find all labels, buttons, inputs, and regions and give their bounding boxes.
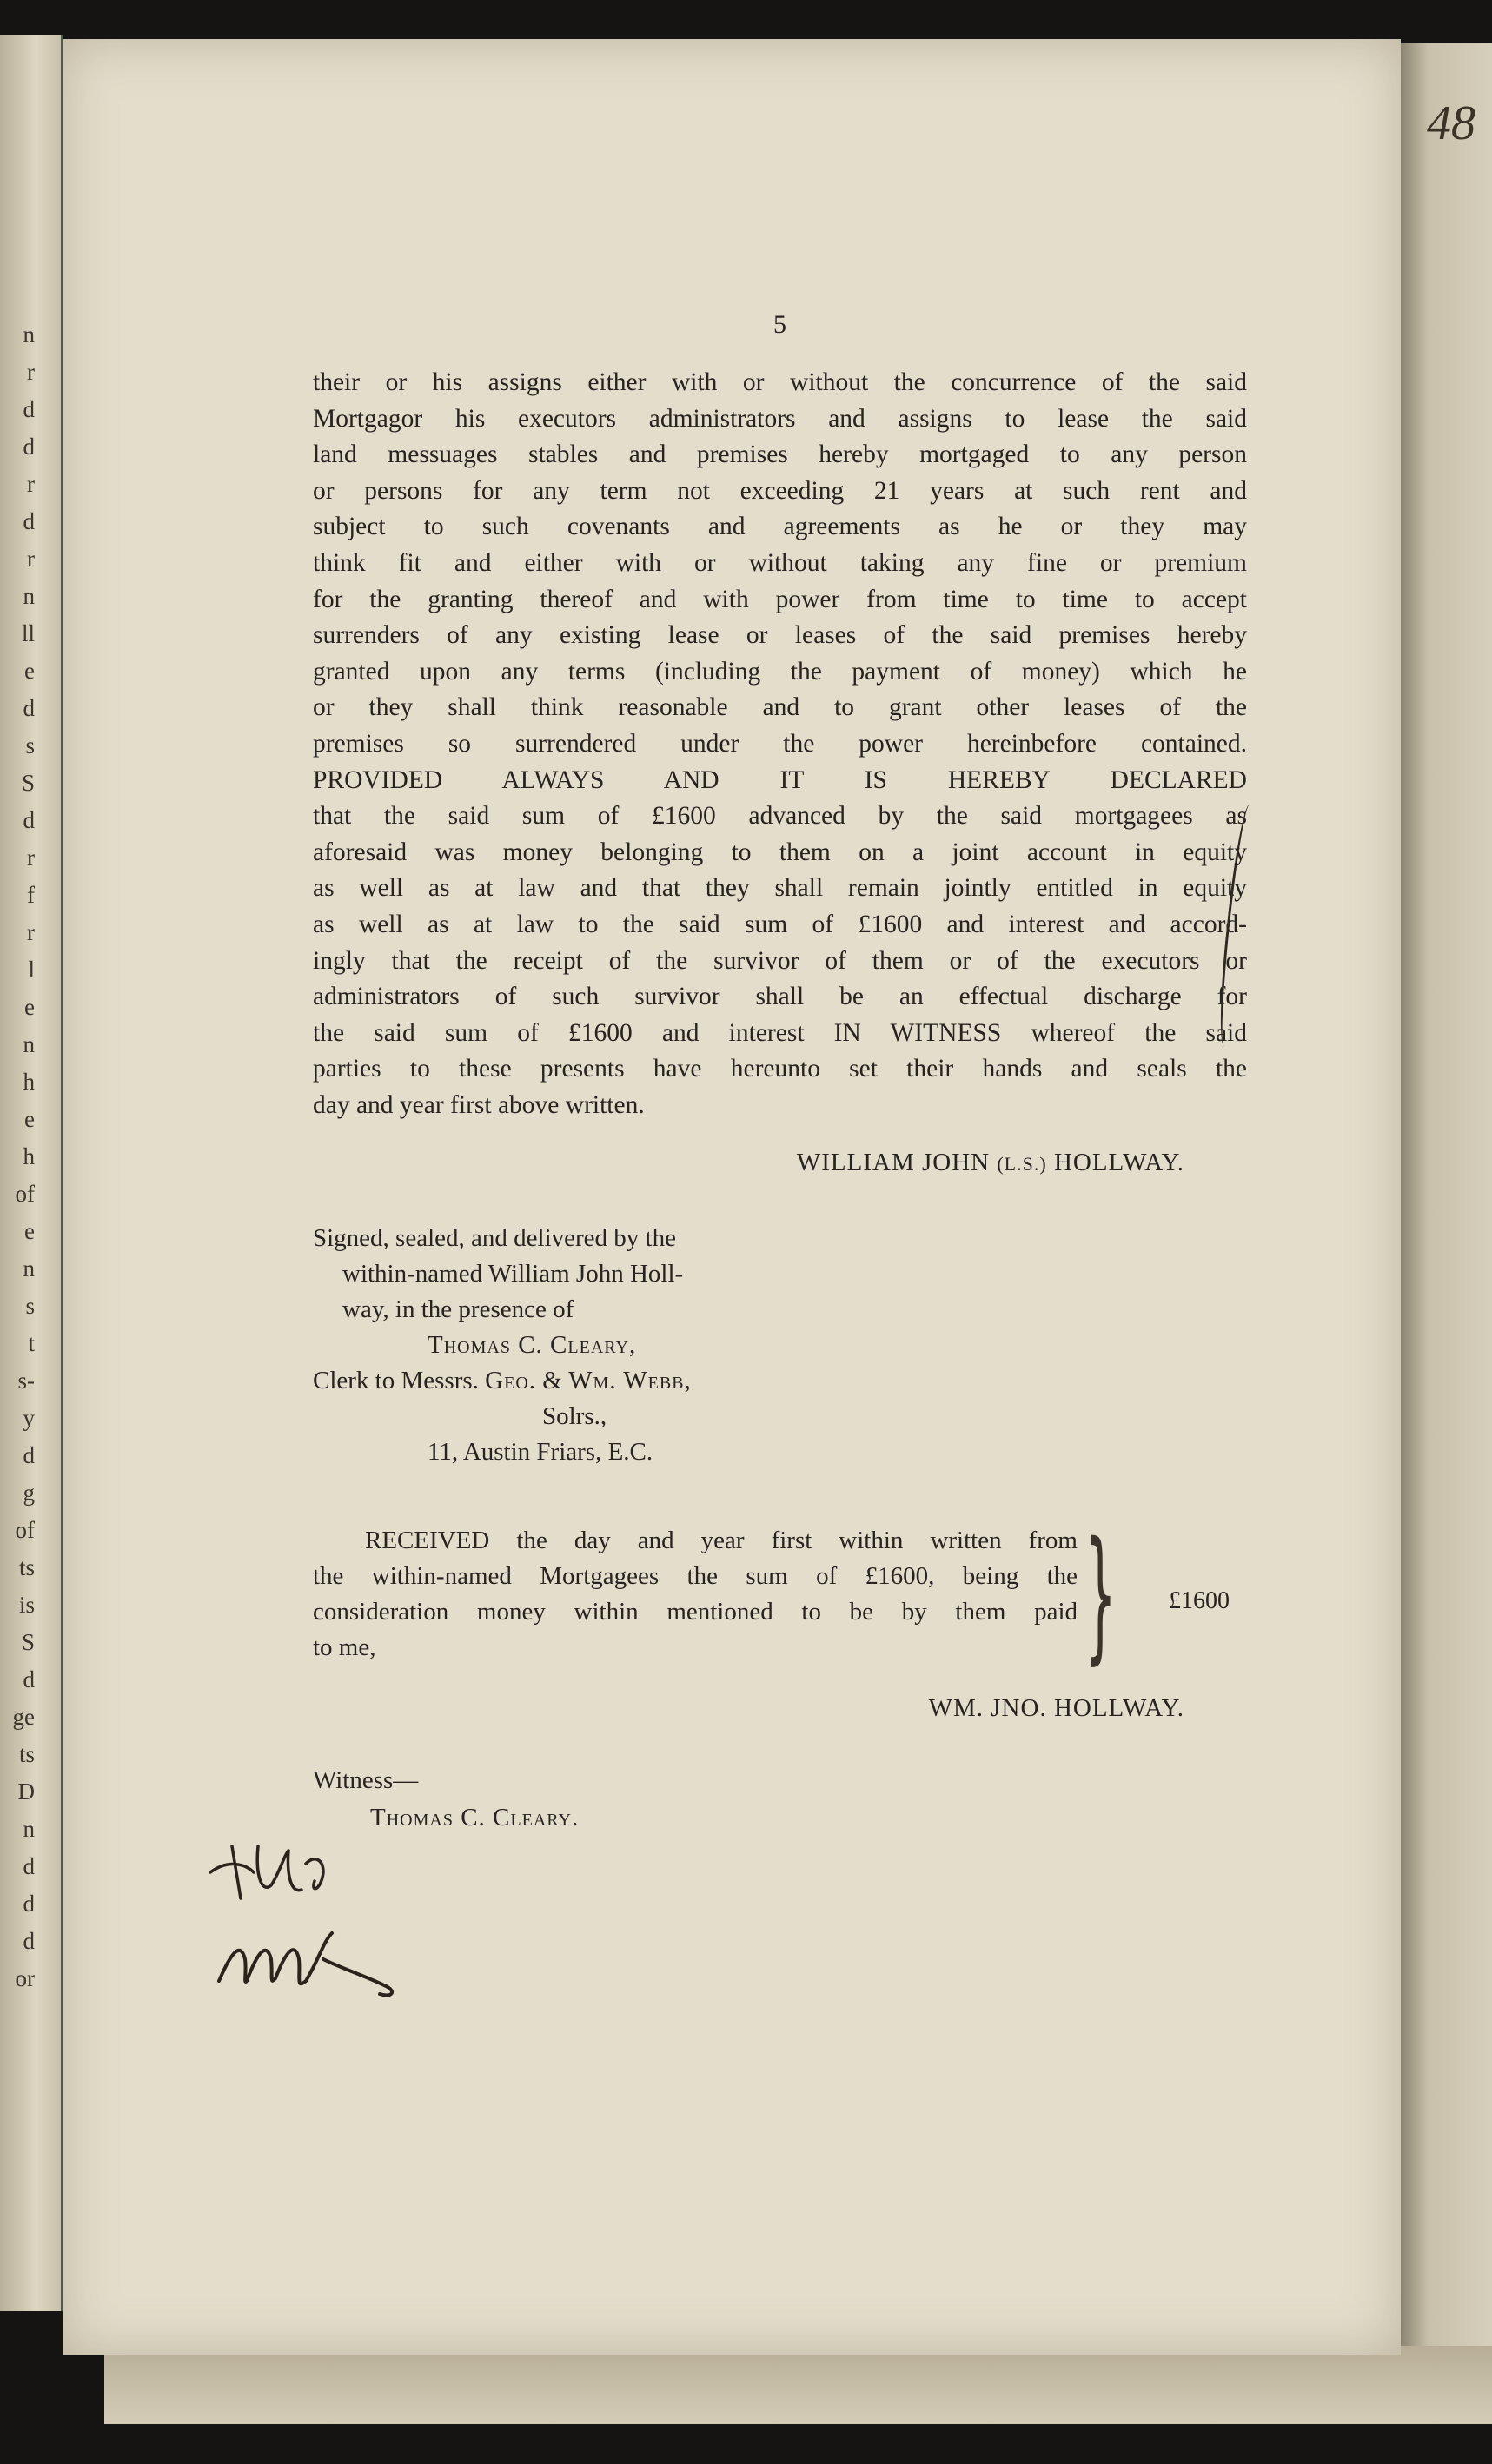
left-page-letter: is: [18, 1592, 35, 1618]
left-page-letter: ll: [21, 620, 35, 646]
left-page-letter: n: [23, 1031, 35, 1057]
witness-clerk-name: Thomas C. Cleary,: [428, 1331, 637, 1359]
left-page-letter: ts: [18, 1554, 35, 1580]
left-page-letter: r: [27, 919, 35, 945]
left-page-letter: s: [25, 1293, 35, 1319]
left-page-letter: S: [21, 1629, 35, 1655]
left-page-letter: l: [28, 957, 35, 983]
receipt-text: [313, 1523, 1078, 1666]
left-page-letter: of: [15, 1517, 35, 1543]
clerk-line: Clerk to Messrs. Geo. & Wm. Webb,: [313, 1367, 692, 1394]
left-page-letter: d: [23, 396, 35, 422]
left-page-letter: d: [23, 434, 35, 460]
signed-line: Solrs.,: [542, 1402, 607, 1430]
left-page-letter: s-: [17, 1368, 35, 1394]
witness-name: Thomas C. Cleary.: [370, 1804, 580, 1831]
left-page-letter: d: [23, 508, 35, 534]
body-line: PROVIDED ALWAYS AND IT IS HEREBY DECLARED: [313, 765, 1247, 794]
handwritten-initials-signature: [193, 1812, 497, 2029]
left-page-letter: ts: [18, 1741, 35, 1767]
receipt-signature: WM. JNO. HOLLWAY.: [928, 1694, 1184, 1722]
signed-sealed-delivered-block: [313, 1221, 692, 1470]
left-page-letter: r: [27, 845, 35, 871]
signed-address: 11, Austin Friars, E.C.: [428, 1438, 653, 1466]
signature-line: [797, 1149, 1184, 1177]
body-line: that the said sum of £1600 advanced by the said mortgagees as: [313, 802, 1247, 831]
page-number: 5: [773, 310, 786, 339]
body-line: think fit and either with or without taking any fine or premium: [313, 548, 1247, 577]
left-page-letter: f: [27, 882, 35, 908]
receipt-line: to me,: [313, 1633, 376, 1661]
left-page-letter: ge: [12, 1704, 35, 1730]
left-page-letter: d: [23, 1928, 35, 1954]
left-page-letter: n: [23, 583, 35, 609]
left-page-letter-strip: [0, 321, 35, 2003]
signed-line: way, in the presence of: [342, 1295, 574, 1323]
left-page-letter: t: [28, 1330, 35, 1356]
body-line: ingly that the receipt of the survivor of them or of the executors or: [313, 946, 1247, 975]
body-line: subject to such covenants and agreements as he or they may: [313, 513, 1247, 541]
right-page-stack: [1401, 43, 1492, 2355]
left-page-letter: d: [23, 1442, 35, 1468]
body-line: day and year first above written.: [313, 1090, 645, 1119]
left-page-letter: r: [27, 546, 35, 572]
signed-line: Signed, sealed, and delivered by the: [313, 1224, 676, 1252]
left-page-letter: e: [24, 1218, 35, 1244]
left-page-letter: h: [23, 1069, 35, 1095]
left-page-letter: S: [21, 770, 35, 796]
body-line: parties to these presents have hereunto set their hands and seals the: [313, 1055, 1247, 1083]
body-line: aforesaid was money belonging to them on a joint account in equity: [313, 838, 1247, 866]
body-line: as well as at law to the said sum of £1600 and interest and accord-: [313, 910, 1247, 938]
left-page-letter: h: [23, 1143, 35, 1169]
body-line: the said sum of £1600 and interest IN WITNESS whereof the said: [313, 1018, 1247, 1047]
body-line: granted upon any terms (including the payment of money) which he: [313, 657, 1247, 686]
left-page-letter: e: [24, 1106, 35, 1132]
left-adjacent-page: [0, 35, 63, 2311]
body-line: for the granting thereof and with power from time to time to accept: [313, 585, 1247, 613]
body-line: land messuages stables and premises hereby mortgaged to any person: [313, 440, 1247, 469]
left-page-letter: s: [25, 732, 35, 758]
body-line: administrators of such survivor shall be an effectual discharge for: [313, 983, 1247, 1011]
left-page-letter: n: [23, 1816, 35, 1842]
bottom-page-stack: [104, 2346, 1492, 2424]
left-page-letter: r: [27, 359, 35, 385]
receipt-brace: }: [1084, 1511, 1117, 1678]
left-page-letter: d: [23, 1853, 35, 1879]
signatory-surname: HOLLWAY.: [1053, 1149, 1184, 1176]
left-page-letter: d: [23, 695, 35, 721]
left-page-letter: of: [15, 1181, 35, 1207]
left-page-letter: d: [23, 1891, 35, 1917]
receipt-line: the within-named Mortgagees the sum of £1600, being the: [313, 1562, 1078, 1590]
left-page-letter: e: [24, 658, 35, 684]
body-line: or they shall think reasonable and to grant other leases of the: [313, 693, 1247, 722]
body-line: Mortgagor his executors administrators and assigns to lease the said: [313, 404, 1247, 433]
left-page-letter: d: [23, 1666, 35, 1692]
body-line: as well as at law and that they shall remain jointly entitled in equity: [313, 874, 1247, 903]
left-page-letter: or: [15, 1965, 35, 1991]
receipt-line: consideration money within mentioned to be by them paid: [313, 1598, 1078, 1626]
receipt-amount: £1600: [1169, 1587, 1230, 1614]
signed-line: within-named William John Holl-: [342, 1260, 684, 1288]
left-page-letter: n: [23, 321, 35, 348]
left-page-letter: y: [23, 1405, 35, 1431]
left-page-letter: r: [27, 471, 35, 497]
left-page-letter: n: [23, 1255, 35, 1282]
signatory-first-names: WILLIAM JOHN: [796, 1149, 991, 1176]
body-line: their or his assigns either with or without the concurrence of the said: [313, 368, 1247, 396]
body-line: or persons for any term not exceeding 21 years at such rent and: [313, 476, 1247, 505]
seal-mark: (L.S.): [997, 1153, 1047, 1175]
left-page-letter: d: [23, 807, 35, 833]
body-line: surrenders of any existing lease or leases of the said premises hereby: [313, 621, 1247, 650]
margin-number: 48: [1427, 96, 1475, 150]
deed-body-text: [313, 365, 1247, 1123]
left-page-letter: g: [23, 1480, 35, 1506]
document-page: [63, 39, 1401, 2355]
receipt-line: RECEIVED the day and year first within written from: [365, 1527, 1078, 1554]
body-line: premises so surrendered under the power hereinbefore contained.: [313, 729, 1247, 758]
witness-label: Witness—: [313, 1766, 419, 1794]
left-page-letter: D: [17, 1778, 35, 1805]
left-page-letter: e: [24, 994, 35, 1020]
